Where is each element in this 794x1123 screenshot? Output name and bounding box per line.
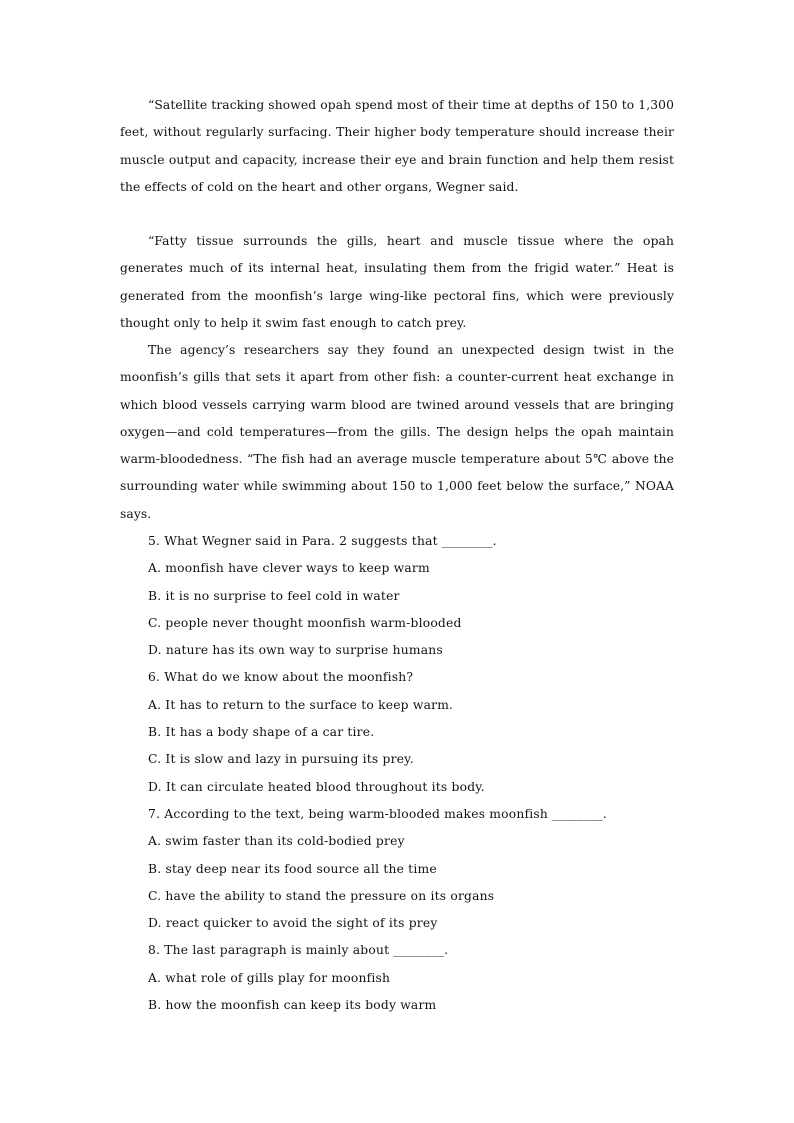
question-8-option-b: B. how the moonfish can keep its body warm: [148, 998, 437, 1013]
question-6-option-d: D. It can circulate heated blood throughout its body.: [148, 779, 485, 794]
passage-paragraph-1: “Satellite tracking showed opah spend most of their time at depths of 150 to 1,300 feet, without regularly surfacing. Their higher body temperature should increase their muscle output and capacity, increase their eye and brain function and help them resist the effects of cold on the heart and other organs, Wegner said.: [120, 98, 674, 194]
question-7-option-b: B. stay deep near its food source all the time: [148, 861, 437, 876]
question-list: [148, 528, 678, 1019]
passage-paragraph-3: The agency’s researchers say they found an unexpected design twist in the moonfish’s gills that sets it apart from other fish: a counter-current heat exchange in which blood vessels carrying warm blood are twined around vessels that are bringing oxygen—and cold temperatures—from the gills. The design helps the opah maintain warm-bloodedness. “The fish had an average muscle temperature about 5℃ above the surrounding water while swimming about 150 to 1,000 feet below the surface,” NOAA says.: [120, 343, 674, 521]
question-5-option-d: D. nature has its own way to surprise humans: [148, 643, 443, 658]
question-6-stem: 6. What do we know about the moonfish?: [148, 670, 414, 685]
question-7-option-a: A. swim faster than its cold-bodied prey: [148, 834, 405, 849]
question-6-option-c: C. It is slow and lazy in pursuing its prey.: [148, 752, 414, 767]
question-5-option-c: C. people never thought moonfish warm-blooded: [148, 615, 462, 630]
question-7-option-c: C. have the ability to stand the pressure on its organs: [148, 888, 495, 903]
question-6-option-b: B. It has a body shape of a car tire.: [148, 725, 375, 740]
question-5-option-b: B. it is no surprise to feel cold in water: [148, 588, 400, 603]
passage-paragraph-2: “Fatty tissue surrounds the gills, heart and muscle tissue where the opah generates much of its internal heat, insulating them from the frigid water.” Heat is generated from the moonfish’s large wing-like pectoral fins, which were previously thought only to help it swim fast enough to catch prey.: [120, 234, 674, 330]
question-8-option-a: A. what role of gills play for moonfish: [148, 970, 391, 985]
question-8-stem: 8. The last paragraph is mainly about ________.: [148, 943, 449, 958]
question-5-stem: 5. What Wegner said in Para. 2 suggests that ________.: [148, 534, 497, 548]
question-5-option-a: A. moonfish have clever ways to keep warm: [148, 561, 430, 576]
question-6-option-a: A. It has to return to the surface to keep warm.: [148, 697, 454, 712]
question-7-option-d: D. react quicker to avoid the sight of its prey: [148, 916, 438, 931]
question-7-stem: 7. According to the text, being warm-blooded makes moonfish ________.: [148, 806, 608, 821]
